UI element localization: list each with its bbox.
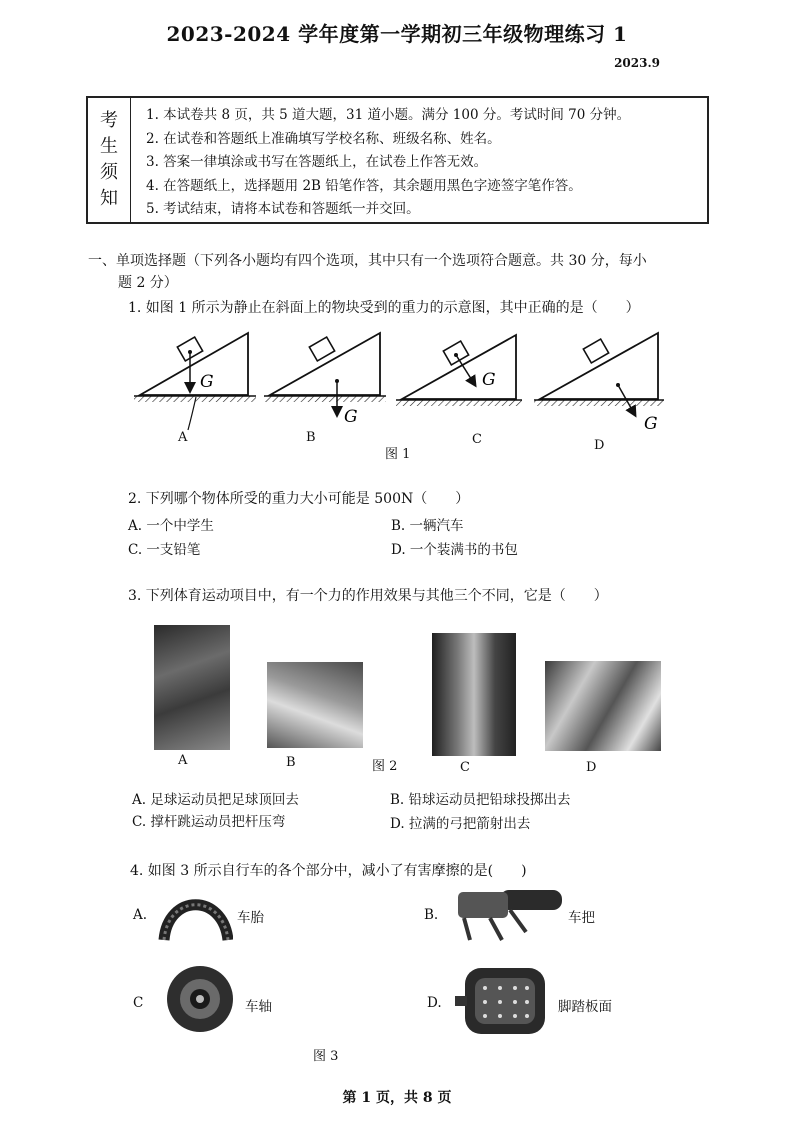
figure-3-caption: 图 3 <box>313 1049 339 1064</box>
notice-item: 5. 考试结束，请将本试卷和答题纸一并交回。 <box>146 201 420 217</box>
q4-part-axle: 车轴 <box>245 999 272 1015</box>
fig2-label-a: A <box>178 753 188 768</box>
bicycle-pedal-icon <box>455 962 555 1040</box>
question-3-text: 3. 下列体育运动项目中，有一个力的作用效果与其他三个不同，它是（ ） <box>128 588 608 604</box>
bicycle-axle-icon <box>160 962 240 1037</box>
page-footer: 第 1 页，共 8 页 <box>342 1090 452 1106</box>
incline-option-c <box>396 335 522 406</box>
question-2-text: 2. 下列哪个物体所受的重力大小可能是 500N（ ） <box>128 491 470 507</box>
fig2-label-d: D <box>586 760 597 775</box>
q4-letter-b: B. <box>424 907 439 923</box>
force-label-g: G <box>344 407 358 427</box>
q3-option-c[interactable]: C. 撑杆跳运动员把杆压弯 <box>132 814 286 830</box>
fig1-label-c: C <box>472 432 482 447</box>
notice-item: 1. 本试卷共 8 页，共 5 道大题，31 道小题。满分 100 分。考试时间 70 分钟。 <box>146 107 631 123</box>
fig1-label-a: A <box>178 430 188 445</box>
section-heading-line1: 一、单项选择题（下列各小题均有四个选项，其中只有一个选项符合题意。共 30 分，每小 <box>88 253 647 269</box>
question-1-text: 1. 如图 1 所示为静止在斜面上的物块受到的重力的示意图，其中正确的是（ ） <box>128 300 640 316</box>
photo-soccer-header <box>154 625 230 750</box>
q4-part-handlebar: 车把 <box>568 910 595 926</box>
notice-heading-char: 须 <box>100 162 118 183</box>
fig2-label-b: B <box>286 755 296 770</box>
q3-option-b[interactable]: B. 铅球运动员把铅球投掷出去 <box>390 792 571 808</box>
q4-letter-a: A. <box>133 907 148 923</box>
photo-shot-put <box>267 662 363 748</box>
q2-option-c[interactable]: C. 一支铅笔 <box>128 542 201 558</box>
notice-heading-char: 知 <box>100 188 118 209</box>
notice-item: 3. 答案一律填涂或书写在答题纸上，在试卷上作答无效。 <box>146 154 488 170</box>
fig2-label-c: C <box>460 760 470 775</box>
notice-heading <box>88 98 131 222</box>
section-heading-line2: 题 2 分） <box>118 275 178 291</box>
q2-option-a[interactable]: A. 一个中学生 <box>128 518 214 534</box>
figure-1-caption: 图 1 <box>385 447 411 462</box>
incline-option-d <box>534 333 664 434</box>
fig1-label-d: D <box>594 438 605 453</box>
q2-option-b[interactable]: B. 一辆汽车 <box>391 518 464 534</box>
figure-2-caption: 图 2 <box>372 759 398 774</box>
notice-item: 2. 在试卷和答题纸上准确填写学校名称、班级名称、姓名。 <box>146 130 501 147</box>
notice-item: 4. 在答题纸上，选择题用 2B 铅笔作答，其余题用黑色字迹签字笔作答。 <box>146 177 582 194</box>
photo-archery <box>545 661 661 751</box>
question-4-text: 4. 如图 3 所示自行车的各个部分中，减小了有害摩擦的是( ) <box>130 863 527 879</box>
figure-1-inclines <box>130 325 680 440</box>
force-label-g: G <box>200 372 214 392</box>
q3-option-a[interactable]: A. 足球运动员把足球顶回去 <box>132 792 299 808</box>
candidate-notice-box <box>86 96 709 224</box>
incline-option-a <box>134 333 256 430</box>
incline-option-b <box>264 333 386 427</box>
section-heading <box>88 250 708 294</box>
notice-heading-char: 生 <box>100 136 118 157</box>
force-label-g: G <box>644 414 658 434</box>
force-label-g: G <box>482 370 496 390</box>
notice-list <box>146 104 630 222</box>
q3-option-d[interactable]: D. 拉满的弓把箭射出去 <box>390 816 531 832</box>
fig1-label-b: B <box>306 430 316 445</box>
q4-letter-c: C <box>133 995 144 1011</box>
bicycle-tire-icon <box>158 888 233 943</box>
photo-pole-vault <box>432 633 516 756</box>
q4-part-pedal: 脚踏板面 <box>558 999 612 1015</box>
bicycle-handlebar-icon <box>450 882 570 944</box>
q2-option-d[interactable]: D. 一个装满书的书包 <box>391 542 518 558</box>
notice-heading-char: 考 <box>100 110 118 131</box>
q4-part-tire: 车胎 <box>237 910 264 926</box>
q4-letter-d: D. <box>427 995 442 1011</box>
page-title: 2023-2024 学年度第一学期初三年级物理练习 1 <box>166 22 628 46</box>
exam-date: 2023.9 <box>614 56 660 70</box>
